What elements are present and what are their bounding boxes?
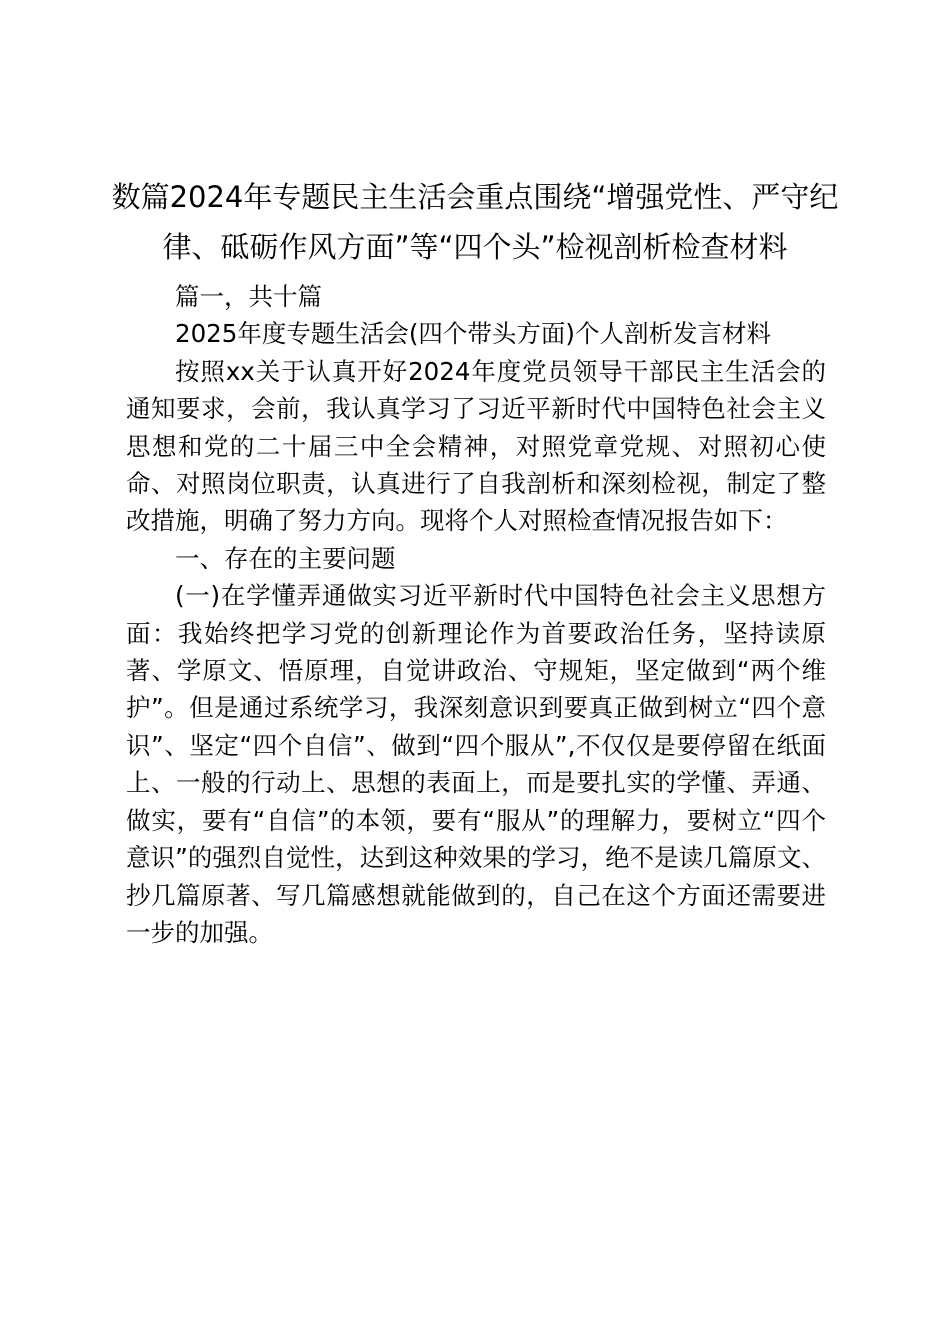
paragraph-subtitle: 2025年度专题生活会(四个带头方面)个人剖析发言材料	[175, 319, 771, 349]
paragraph-intro: 按照xx关于认真开好2024年度党员领导干部民主生活会的通知要求，会前，我认真学习了习近平新时代中国特色社会主义思想和党的二十届三中全会精神，对照党章党规、对照初心使命、对照岗位职责，认真进行了自我剖析和深刻检视，制定了整改措施，明确了努力方向。现将个人对照检查情况报告如下：	[126, 356, 826, 536]
document-title: 数篇2024年专题民主生活会重点围绕“增强党性、严守纪律、砥砺作风方面”等“四个头”检视剖析检查材料	[111, 180, 839, 264]
paragraph-issue-one: (一)在学懂弄通做实习近平新时代中国特色社会主义思想方面：我始终把学习党的创新理论作为首要政治任务，坚持读原著、学原文、悟原理，自觉讲政治、守规矩，坚定做到“两个维护”。但是通过系统学习，我深刻意识到要真正做到树立“四个意识”、坚定“四个自信”、做到“四个服从”,不仅仅是要停留在纸面上、一般的行动上、思想的表面上，而是要扎实的学懂、弄通、做实，要有“自信”的本领，要有“服从”的理解力，要树立“四个意识”的强烈自觉性，达到这种效果的学习，绝不是读几篇原文、抄几篇原著、写几篇感想就能做到的，自己在这个方面还需要进一步的加强。	[126, 581, 826, 947]
section-heading: 一、存在的主要问题	[175, 543, 396, 573]
document-body	[126, 278, 826, 951]
paragraph-series-note: 篇一，共十篇	[175, 282, 322, 311]
